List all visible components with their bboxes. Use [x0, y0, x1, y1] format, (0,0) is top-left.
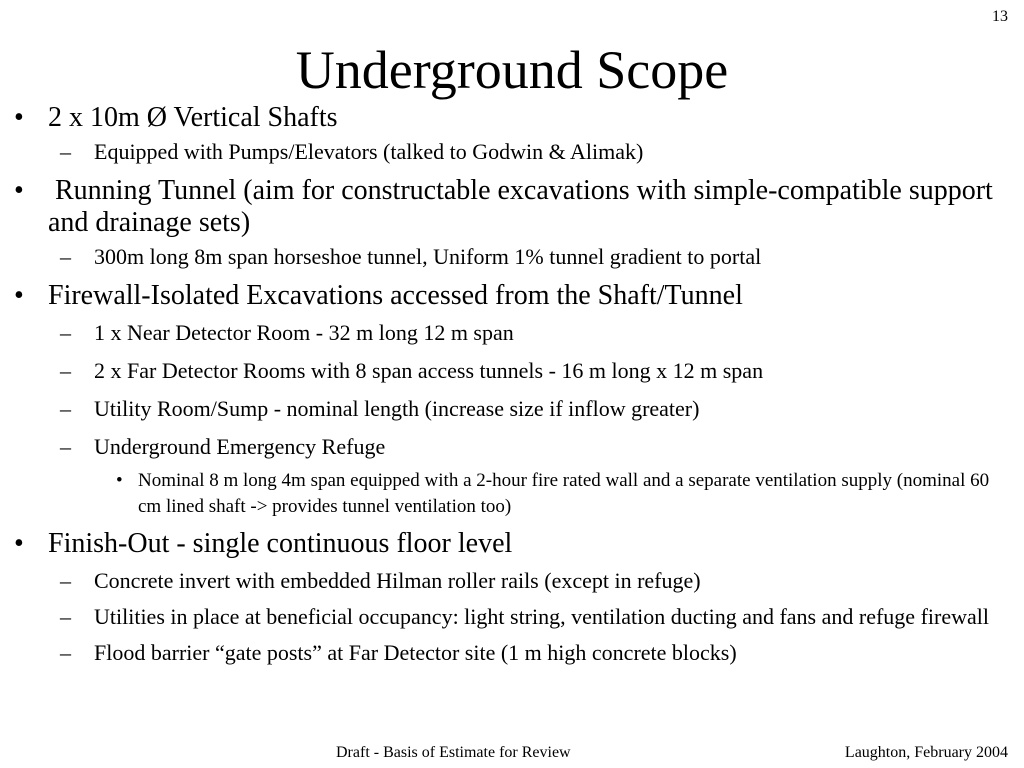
sub-bullet-item — [14, 566, 1004, 596]
sub-bullet-item — [14, 318, 1004, 348]
sub-bullet-text: 2 x Far Detector Rooms with 8 span access tunnels - 16 m long x 12 m span — [94, 358, 764, 383]
bullet-item — [14, 175, 1004, 239]
page-number: 13 — [992, 8, 1008, 25]
dash-mark: – — [60, 396, 71, 421]
dash-mark: – — [60, 640, 71, 665]
footer-right-text: Laughton, February 2004 — [844, 744, 1008, 761]
sub-bullet-text: 1 x Near Detector Room - 32 m long 12 m span — [94, 320, 514, 345]
bullet-mark: • — [14, 280, 24, 311]
sub-bullet-item — [14, 137, 1004, 167]
dash-mark: – — [60, 434, 71, 459]
bullet-text: 2 x 10m Ø Vertical Shafts — [48, 102, 338, 133]
bullet-mark: • — [14, 528, 24, 559]
bullet-item — [14, 102, 1004, 134]
slide-body — [14, 100, 1004, 668]
sub-bullet-text: 300m long 8m span horseshoe tunnel, Uniform 1% tunnel gradient to portal — [94, 244, 762, 269]
sub-bullet-item — [14, 638, 1004, 668]
dash-mark: – — [60, 604, 71, 629]
sub-sub-bullet-text: Nominal 8 m long 4m span equipped with a 2-hour fire rated wall and a separate ventilation supply (nominal 60 cm lined shaft -> provides tunnel ventilation too) — [138, 470, 990, 517]
sub-bullet-text: Utility Room/Sump - nominal length (increase size if inflow greater) — [94, 396, 700, 421]
sub-bullet-text: Concrete invert with embedded Hilman roller rails (except in refuge) — [94, 568, 701, 593]
slide-title: Underground Scope — [295, 40, 729, 100]
bullet-mark: • — [116, 470, 123, 491]
sub-bullet-text: Equipped with Pumps/Elevators (talked to Godwin & Alimak) — [94, 139, 644, 164]
sub-bullet-text: Underground Emergency Refuge — [94, 434, 386, 459]
dash-mark: – — [60, 320, 71, 345]
bullet-mark: • — [14, 102, 24, 133]
sub-bullet-item — [14, 394, 1004, 424]
dash-mark: – — [60, 139, 71, 164]
dash-mark: – — [60, 244, 71, 269]
bullet-text: Finish-Out - single continuous floor level — [48, 528, 513, 559]
slide-footer — [0, 742, 1024, 766]
bullet-mark: • — [14, 175, 24, 206]
bullet-item — [14, 280, 1004, 312]
sub-bullet-text: Flood barrier “gate posts” at Far Detector site (1 m high concrete blocks) — [94, 640, 737, 665]
sub-bullet-item — [14, 242, 1004, 272]
bullet-text: Running Tunnel (aim for constructable excavations with simple-compatible support and drainage sets) — [48, 175, 1000, 238]
sub-bullet-text: Utilities in place at beneficial occupancy: light string, ventilation ducting and fans and refuge firewall — [94, 604, 989, 629]
sub-bullet-item — [14, 432, 1004, 462]
sub-bullet-item — [14, 356, 1004, 386]
sub-bullet-item — [14, 602, 1004, 632]
footer-center-text: Draft - Basis of Estimate for Review — [336, 744, 571, 761]
dash-mark: – — [60, 358, 71, 383]
bullet-text: Firewall-Isolated Excavations accessed from the Shaft/Tunnel — [48, 280, 743, 311]
sub-sub-bullet-item — [14, 468, 1004, 520]
dash-mark: – — [60, 568, 71, 593]
bullet-item — [14, 528, 1004, 560]
